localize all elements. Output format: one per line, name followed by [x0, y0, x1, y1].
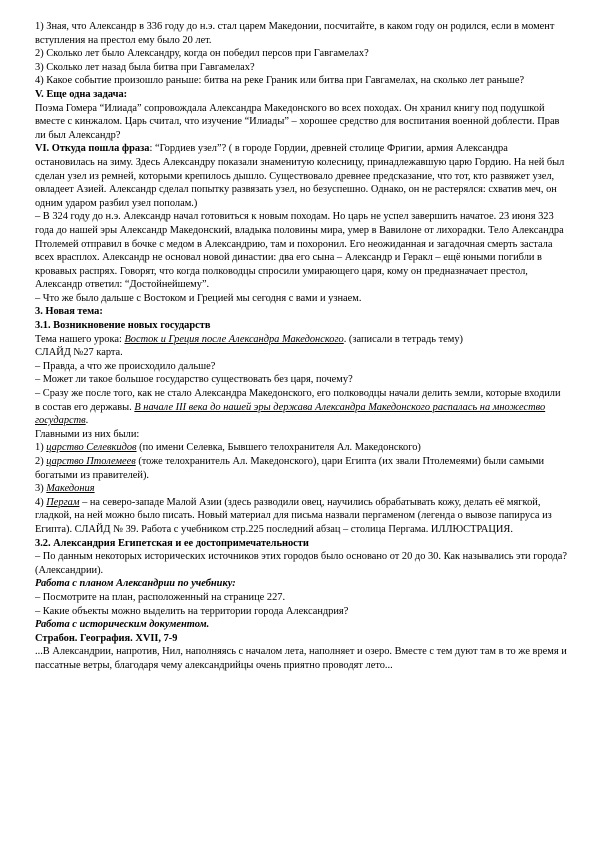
state-macedonia: Македония [46, 483, 95, 495]
answer-end: . [85, 415, 89, 427]
state-item-1-number: 1) [35, 442, 47, 454]
state-item-2-text: (тоже телохранитель Ал. Македонского), цари Египта (их звали Птолемеями) были самыми богатыми из правителей). [35, 456, 545, 481]
strabon-source: Страбон. География. XVII, 7-9 [35, 632, 178, 644]
question-state-without-king: – Может ли такое большое государство существовать без царя, почему? [35, 374, 353, 386]
state-item-2 [35, 455, 567, 482]
strabon-quote: ...В Александрии, напротив, Нил, наполняясь с началом лета, наполняет и озеро. Вместе с тем дуют там в то же время и пассатные ветры, благодаря чему александрийцы очень приятно проводят лето... [35, 646, 567, 671]
work-with-document-heading: Работа с историческим документом. [35, 619, 210, 631]
main-states-label: Главными из них были: [35, 428, 140, 440]
slide-note-27: СЛАЙД №27 карта. [35, 347, 123, 359]
state-seleucids: царство Селевкидов [46, 442, 137, 454]
state-item-1-text: (по имени Селевка, Бывшего телохранителя Ал. Македонского) [136, 442, 421, 454]
work-with-plan-heading: Работа с планом Александрии по учебнику: [35, 578, 236, 590]
state-item-2-number: 2) [35, 456, 47, 467]
state-pergamon: Пергам [46, 496, 80, 508]
answer-paragraph [35, 387, 567, 428]
subsection-3-1-heading: 3.1. Возникновение новых государств [35, 320, 211, 332]
task-6-heading: VI. Откуда пошла фраза [35, 143, 150, 155]
lesson-topic-title: Восток и Греция после Александра Македонского [124, 333, 344, 345]
answer-text: – Сразу же после того, как не стало Александра Македонского, его полководцы начали делить земли, которые входили в состав его державы. [35, 388, 561, 413]
task-6-paragraph [35, 142, 567, 210]
lesson-topic [35, 333, 567, 347]
question-3: 3) Сколько лет назад была битва при Гавгамелах? [35, 61, 255, 73]
state-item-3-number: 3) [35, 483, 47, 495]
lesson-topic-prefix: Тема нашего урока: [35, 333, 125, 345]
new-topic-heading: 3. Новая тема: [35, 306, 103, 318]
state-item-4-number: 4) [35, 496, 47, 508]
question-what-next: – Правда, а что же происходило дальше? [35, 360, 216, 372]
state-item-4 [35, 496, 567, 537]
state-item-4-text: – на северо-западе Малой Азии (здесь разводили овец, научились обрабатывать кожу, делать её мягкой, гладкой, на ней можно было писать. Новый материал для письма назвали пергаменом (легенда о вывозе папируса из Египта). СЛАЙД № 39. Работа с учебником стр.225 последний абзац – столица Пергама. ИЛЛЮСТРАЦИЯ. [35, 496, 552, 535]
state-item-3 [35, 482, 567, 496]
lesson-topic-suffix: . (записали в тетрадь тему) [343, 333, 464, 345]
question-4: 4) Какое событие произошло раньше: битва на реке Граник или битва при Гавгамелах, на сколько лет раньше? [35, 75, 525, 87]
state-item-1 [35, 441, 567, 455]
story-paragraph-2: – Что же было дальше с Востоком и Грецией мы сегодня с вами и узнаем. [35, 292, 362, 304]
question-1: 1) Зная, что Александр в 336 году до н.э. стал царем Македонии, посчитайте, в каком году он родился, если в момент вступления на престол ему было 20 лет. [35, 21, 555, 46]
task-5-text: Поэма Гомера “Илиада” сопровождала Александра Македонского во всех походах. Он хранил книгу под подушкой вместе с кинжалом. Царь считал, что изучение “Илиады” – хорошее средство для воспитания военной доблести. Прав ли был Александр? [35, 102, 560, 141]
cities-paragraph: – По данным некоторых исторических источников этих городов было основано от 20 до 30. Как назывались эти города? (Александрии). [35, 551, 568, 576]
document-page [35, 20, 567, 673]
task-6-text: : “Гордиев узел”? ( в городе Гордии, древней столице Фригии, армия Александра остановилась на зиму. Здесь Александру показали знаменитую колесницу, принадлежавшую царю Гордию. На ней был сделан узел из ремней, которыми крепилось дышло. Существовало древнее предсказание, что тот, кто развяжет узел, овладеет Азией. Александр сделал попытку развязать узел, но безуспешно. Однако, он не растерялся: схватив меч, он одним ударом разбил узел пополам.) [35, 143, 565, 209]
subsection-3-2-heading: 3.2. Александрия Египетская и ее достопримечательности [35, 537, 309, 549]
answer-key-phrase: В начале III века до нашей эры держава Александра Македонского распалась на множество государств [35, 401, 546, 427]
state-ptolemies: царство Птолемеев [46, 456, 136, 467]
objects-question: – Какие объекты можно выделить на территории города Александрия? [35, 605, 349, 617]
task-5-heading: V. Еще одна задача: [35, 88, 128, 100]
story-paragraph-1: – В 324 году до н.э. Александр начал готовиться к новым походам. Но царь не успел завершить начатое. 23 июня 323 года до нашей эры Александр Македонский, владыка половины мира, умер в Вавилоне от лихорадки. Тело Александра Птолемей отправил в бочке с медом в Александрию, там и похоронил. Его неожиданная и загадочная смерть застала всех врасплох. Александр не основал новой династии: два его сына – Александр и Геракл – ещё юными погибли в кровавых распрях. Говорят, что когда полководцы спросили умирающего царя, кому он предназначает престол, Александр ответил: “Достойнейшему”. [35, 211, 564, 291]
look-at-plan: – Посмотрите на план, расположенный на странице 227. [35, 591, 286, 603]
question-2: 2) Сколько лет было Александру, когда он победил персов при Гавгамелах? [35, 48, 369, 60]
